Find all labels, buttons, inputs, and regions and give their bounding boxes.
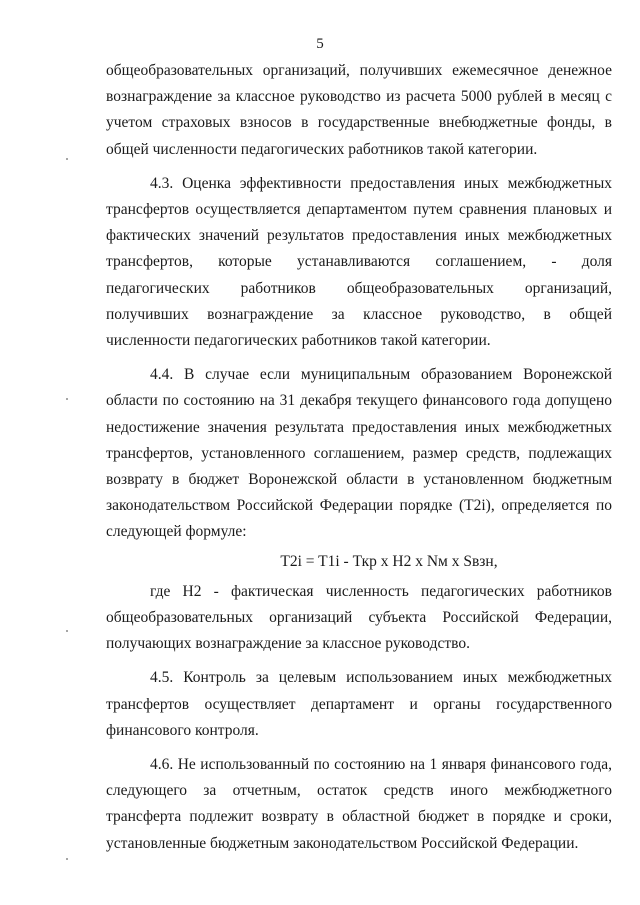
paragraph-4-6: 4.6. Не использованный по состоянию на 1 января финансового года, следующего за отчетным, остаток средств иного межбюджетного трансферта подлежит возврату в областной бюджет в порядке и сроки, установленные бюджетным законодательством Российской Федерации.: [106, 756, 612, 852]
paragraph-continuation: общеобразовательных организаций, получивших ежемесячное денежное вознаграждение за классное руководство из расчета 5000 рублей в месяц с учетом страховых взносов в государственные внебюджетные фонды, в общей численности педагогических работников такой категории.: [106, 62, 612, 158]
page-number: 5: [316, 36, 324, 52]
paragraph-4-3: 4.3. Оценка эффективности предоставления иных межбюджетных трансфертов осуществляется департаментом путем сравнения плановых и фактических значений результатов предоставления иных межбюджетных трансфертов, которые устанавливаются соглашением, - доля педагогических работников общеобразовательных организаций, получивших вознаграждение за классное руководство, в общей численности педагогических работников такой категории.: [106, 174, 612, 350]
margin-mark: [66, 158, 68, 160]
formula: T2i = T1i - Ткр х Н2 х Nм х Sвзн,: [280, 552, 498, 570]
document-body: [106, 58, 612, 857]
paragraph-formula-legend: где Н2 - фактическая численность педагогических работников общеобразовательных организаций субъекта Российской Федерации, получающих вознаграждение за классное руководство.: [106, 582, 612, 653]
paragraph-4-4: 4.4. В случае если муниципальным образованием Воронежской области по состоянию на 31 декабря текущего финансового года допущено недостижение значения результата предоставления иных межбюджетных трансфертов, установленного соглашением, размер средств, подлежащих возврату в бюджет Воронежской области в установленном бюджетным законодательством Российской Федерации порядке (T2i), определяется по следующей формуле:: [106, 366, 612, 541]
margin-mark: [66, 858, 68, 860]
margin-mark: [66, 398, 68, 400]
paragraph-4-5: 4.5. Контроль за целевым использованием иных межбюджетных трансфертов осуществляет департамент и органы государственного финансового контроля.: [106, 669, 612, 739]
margin-mark: [66, 630, 68, 632]
